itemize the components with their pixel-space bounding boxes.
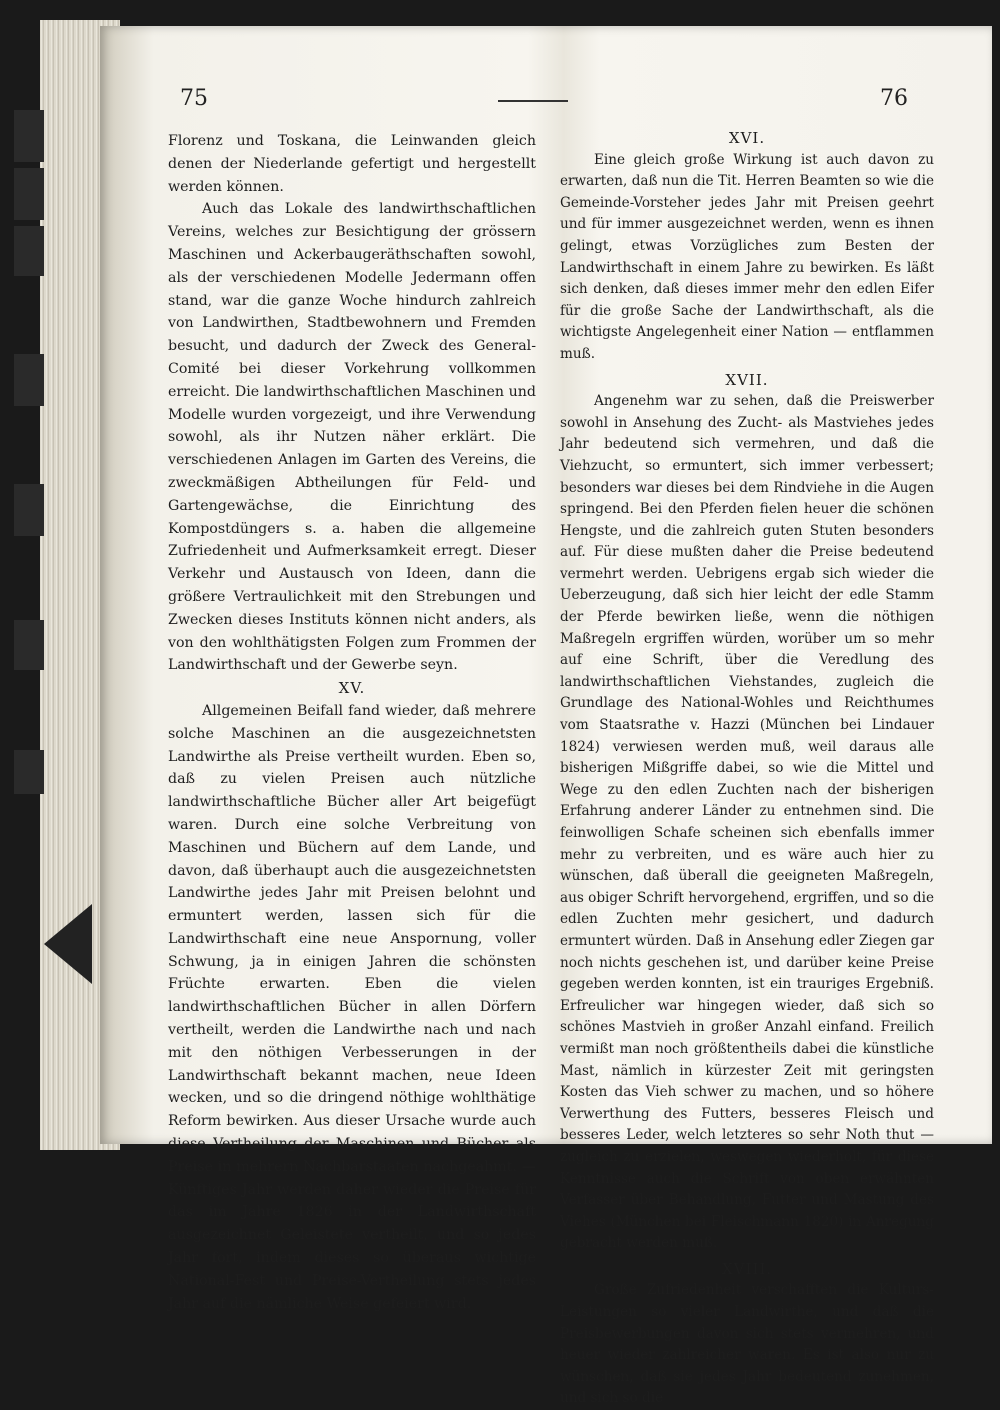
bookmark-tab bbox=[14, 750, 44, 794]
paragraph: Große Zufriedenheit verschafften die Kulturs-Leistungen so vieler Landwirthe, und daß die Preisbewerbungen davon sich stets vermehren, und heuer wieder zahlreicher waren. Es ist also nur zu wünschen, daß sie jedes Jahr bedeutend zunehmen, und sich so die bbox=[560, 1282, 934, 1407]
paragraph: Allgemeinen Beifall fand wieder, daß mehrere solche Maschinen an die ausgezeichnetsten Landwirthe als Preise vertheilt wurden. Eben so, daß zu vielen Preisen auch nützliche landwirthschaftliche Bücher aller Art beigefügt waren. Durch eine solche Verbreitung von Maschinen und Büchern auf dem Lande, und davon, daß überhaupt auch die ausgezeichnetsten Landwirthe jedes Jahr mit Preisen belohnt und ermuntert werden, lassen sich für die Landwirthschaft eine neue Anspornung, voller Schwung, ja in einigen Jahren die schönsten Früchte erwarten. Eben die vielen landwirthschaftlichen Bücher in allen Dörfern vertheilt, werden die Landwirthe nach und nach mit den nöthigen Verbesserungen in der Landwirthschaft bekannt machen, neue Ideen wecken, und so die dringend nöthige wohlthätige Reform bewirken. Aus dieser Ursache wurde auch diese Vertheilung der Maschinen und Bücher als Preise in mehrern Nachbarstaaten nachgeahmt. — Künftiges Jahr werden daher wieder die Preise für das im Jahre 1826 in der Landwirthschaft ausgezeichnet Geleistete vertheilt, und so jedes Jahr fort, indem dieses so überaus wichtige National-Fest und Preise-Vertheilung stets jedes Jahr auf die nämliche Weise gefeiert wird. bbox=[168, 702, 536, 1312]
paragraph: Florenz und Toskana, die Leinwanden gleich denen der Niederlande gefertigt und hergestellt werden können. bbox=[168, 133, 536, 195]
page-number-right: 76 bbox=[880, 86, 908, 111]
bookmark-tab bbox=[14, 226, 44, 276]
bookmark-tab bbox=[14, 354, 44, 406]
page-number-left: 75 bbox=[180, 86, 208, 111]
left-column bbox=[168, 130, 536, 1315]
bookmark-tab bbox=[14, 620, 44, 670]
right-column bbox=[560, 128, 934, 1410]
paragraph: Auch das Lokale des landwirthschaftlichen Vereins, welches zur Besichtigung der grössern Maschinen und Ackerbaugeräthschaften sowohl, als der verschiedenen Modelle Jedermann offen stand, war die ganze Woche hindurch zahlreich von Landwirthen, Stadtbewohnern und Fremden besucht, und dadurch der Zweck des General-Comité bei dieser Vorkehrung vollkommen erreicht. Die landwirthschaftlichen Maschinen und Modelle wurden vorgezeigt, und ihre Verwendung sowohl, als ihr Nutzen näher erklärt. Die verschiedenen Anlagen im Garten des Vereins, die zweckmäßigen Abtheilungen für Feld- und Gartengewächse, die Einrichtung des Kompostdüngers s. a. haben die allgemeine Zufriedenheit und Aufmerksamkeit erregt. Dieser Verkehr und Austausch von Ideen, dann die größere Vertraulichkeit mit den Strebungen und Zwecken dieses Instituts können nicht anders, als von den wohlthätigsten Folgen zum Frommen der Landwirthschaft und der Gewerbe seyn. bbox=[168, 201, 536, 674]
paragraph: Angenehm war zu sehen, daß die Preiswerber sowohl in Ansehung des Zucht- als Mastviehes jedes Jahr bedeutend sich vermehren, und daß die Viehzucht, so ermuntert, sich immer verbessert; besonders war dieses bei dem Rindviehe in die Augen springend. Bei den Pferden fielen heuer die schönen Hengste, und die zahlreich guten Stuten besonders auf. Für diese mußten daher die Preise bedeutend vermehrt werden. Uebrigens ergab sich wieder die Ueberzeugung, daß sich hier leicht der edle Stamm der Pferde bewirken ließe, wenn die nöthigen Maßregeln ergriffen würden, worüber um so mehr auf eine Schrift, über die Veredlung des landwirthschaftlichen Viehstandes, zugleich die Grundlage des National-Wohles und Reichthumes vom Staatsrathe v. Hazzi (München bei Lindauer 1824) verwiesen werden muß, weil daraus alle bisherigen Mißgriffe dabei, so wie die Mittel und Wege zu den edlen Zuchten nach der bisherigen Erfahrung anderer Länder zu entnehmen sind. Die feinwolligen Schafe scheinen sich ebenfalls immer mehr zu verbreiten, und es wäre auch hier zu wünschen, daß überall die geeigneten Maßregeln, aus obiger Schrift hervorgehend, ergriffen, und so die edlen Zuchten mehr gesichert, und dadurch ermuntert würden. Daß in Ansehung edler Ziegen gar noch nichts geschehen ist, und darüber keine Preise gegeben werden konnten, ist ein trauriges Ergebniß. Erfreulicher war hingegen wieder, daß sich so schönes Mastvieh in großer Anzahl einfand. Freilich vermißt man noch größtentheils dabei die künstliche Mast, nämlich in kürzester Zeit mit geringsten Kosten das Vieh schwer zu machen, und so höhere Verwerthung des Futters, besseres Fleisch und besseres Leder, welch letzteres so sehr Noth thut — zugleich zu erzielen, weswegen wiederholt, für diese Kenntnisse auch die Schrift von oben erwähnten Verfasser über Behandlung, Futter und Mastung des Viehes (München bei Fleischmann 1820) in Anregung gebracht werden muß. bbox=[560, 393, 934, 1252]
section-heading-xvi: XVI. bbox=[728, 129, 766, 147]
section-heading-xviii: XVIII. bbox=[721, 1259, 773, 1278]
bookmark-tab bbox=[14, 110, 44, 162]
section-heading-xvii: XVII. bbox=[725, 370, 769, 389]
corner-marker bbox=[44, 904, 92, 984]
paragraph: Eine gleich große Wirkung ist auch davon zu erwarten, daß nun die Tit. Herren Beamten so wie die Gemeinde-Vorsteher jedes Jahr mit Preisen geehrt und für immer ausgezeichnet werden, wenn es ihnen gelingt, etwas Vorzügliches zum Besten der Landwirthschaft in einem Jahre zu bewirken. Es läßt sich denken, daß dieses immer mehr den edlen Eifer für die große Sache der Landwirthschaft, als die wichtigste Angelegenheit einer Nation — entflammen muß. bbox=[560, 151, 934, 362]
bookmark-tab bbox=[14, 484, 44, 536]
bookmark-tab bbox=[14, 168, 44, 220]
section-heading-xv: XV. bbox=[338, 679, 366, 698]
header-rule bbox=[498, 100, 568, 102]
